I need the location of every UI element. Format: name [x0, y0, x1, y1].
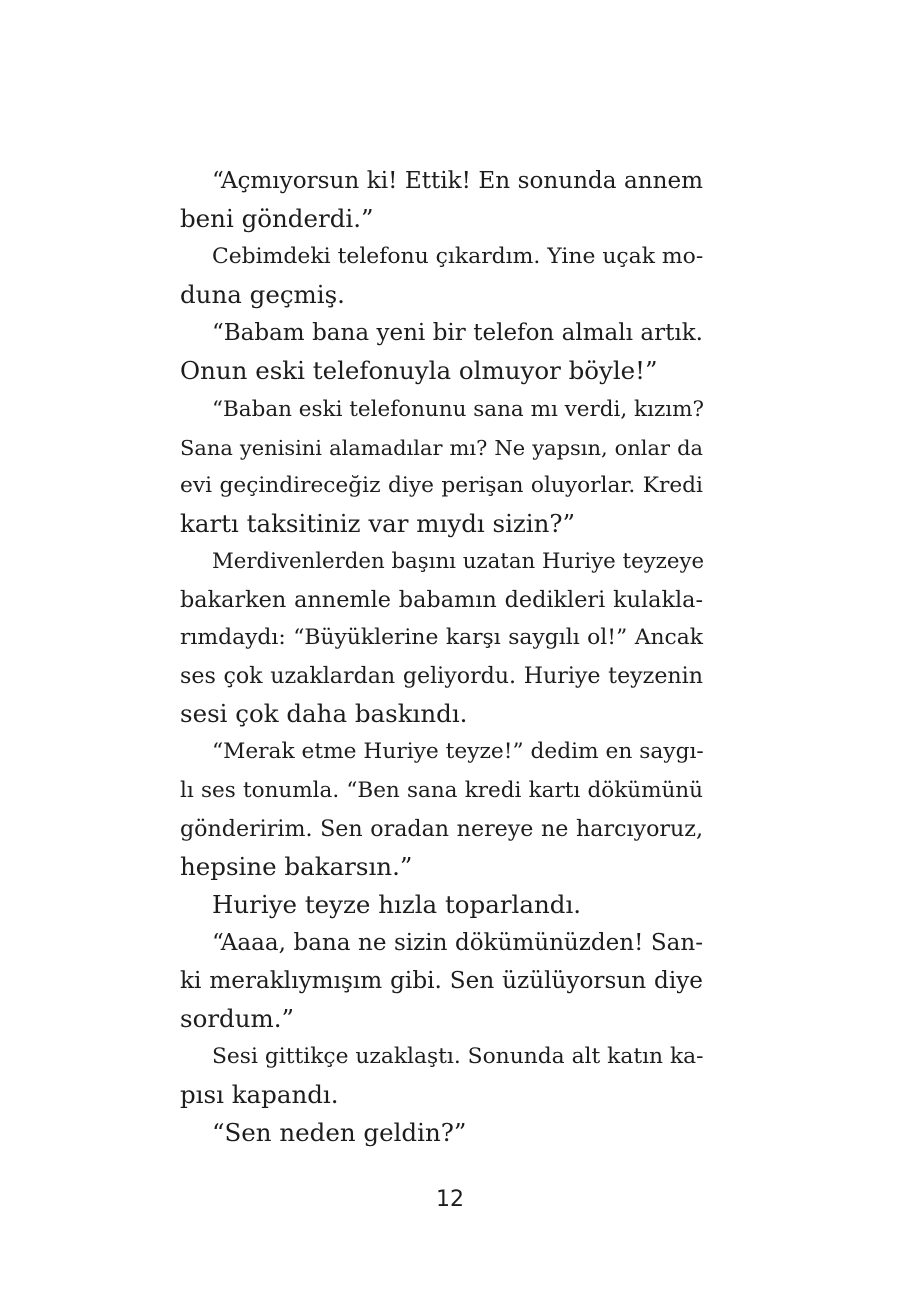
- paragraph: [180, 391, 703, 543]
- paragraph: [180, 1038, 703, 1114]
- page-number: 12: [436, 1187, 464, 1212]
- text-line: “Açmıyorsun ki! Ettik! En sonunda annem: [212, 168, 703, 194]
- text-line: “Baban eski telefonunu sana mı verdi, kızım?: [212, 396, 705, 422]
- paragraph: [180, 543, 703, 733]
- text-line: pısı kapandı.: [180, 1080, 339, 1110]
- text-line: Sesi gittikçe uzaklaştı. Sonunda alt katın ka-: [212, 1044, 704, 1070]
- text-line: kartı taksitiniz var mıydı sizin?”: [180, 508, 576, 538]
- body-text: [180, 162, 703, 1152]
- text-line: evi geçindireceğiz diye perişan oluyorlar. Kredi: [180, 472, 703, 498]
- text-line: “Aaaa, bana ne sizin dökümünüzden! San-: [212, 929, 703, 956]
- text-line: Merdivenlerden başını uzatan Huriye teyzeye: [212, 548, 705, 574]
- text-line: sesi çok daha baskındı.: [180, 699, 468, 729]
- text-line: gönderirim. Sen oradan nereye ne harcıyoruz,: [180, 815, 703, 842]
- text-line: Sana yenisini alamadılar mı? Ne yapsın, onlar da: [180, 435, 703, 460]
- paragraph: [180, 314, 703, 390]
- paragraph: [180, 162, 703, 238]
- text-line: lı ses tonumla. “Ben sana kredi kartı dökümünü: [180, 777, 703, 803]
- text-line: bakarken annemle babamın dedikleri kulakla-: [180, 587, 703, 614]
- text-line: “Sen neden geldin?”: [212, 1118, 467, 1148]
- paragraph: [180, 1114, 703, 1152]
- text-line: hepsine bakarsın.”: [180, 851, 413, 881]
- text-line: Onun eski telefonuyla olmuyor böyle!”: [180, 356, 658, 386]
- text-line: Huriye teyze hızla toparlandı.: [212, 889, 582, 919]
- text-line: sordum.”: [180, 1004, 295, 1034]
- paragraph: [180, 886, 703, 924]
- text-line: “Merak etme Huriye teyze!” dedim en saygı-: [212, 739, 704, 765]
- paragraph: [180, 924, 703, 1038]
- text-line: rımdaydı: “Büyüklerine karşı saygılı ol!” Ancak: [180, 625, 703, 651]
- text-line: ses çok uzaklardan geliyordu. Huriye teyzenin: [180, 663, 703, 690]
- text-line: ki meraklıymışım gibi. Sen üzülüyorsun diye: [180, 967, 703, 994]
- paragraph: [180, 238, 703, 314]
- text-line: “Babam bana yeni bir telefon almalı artık.: [212, 320, 703, 347]
- text-line: Cebimdeki telefonu çıkardım. Yine uçak mo-: [212, 244, 704, 270]
- text-line: duna geçmiş.: [180, 280, 345, 310]
- paragraph: [180, 733, 703, 885]
- text-line: beni gönderdi.”: [180, 204, 374, 234]
